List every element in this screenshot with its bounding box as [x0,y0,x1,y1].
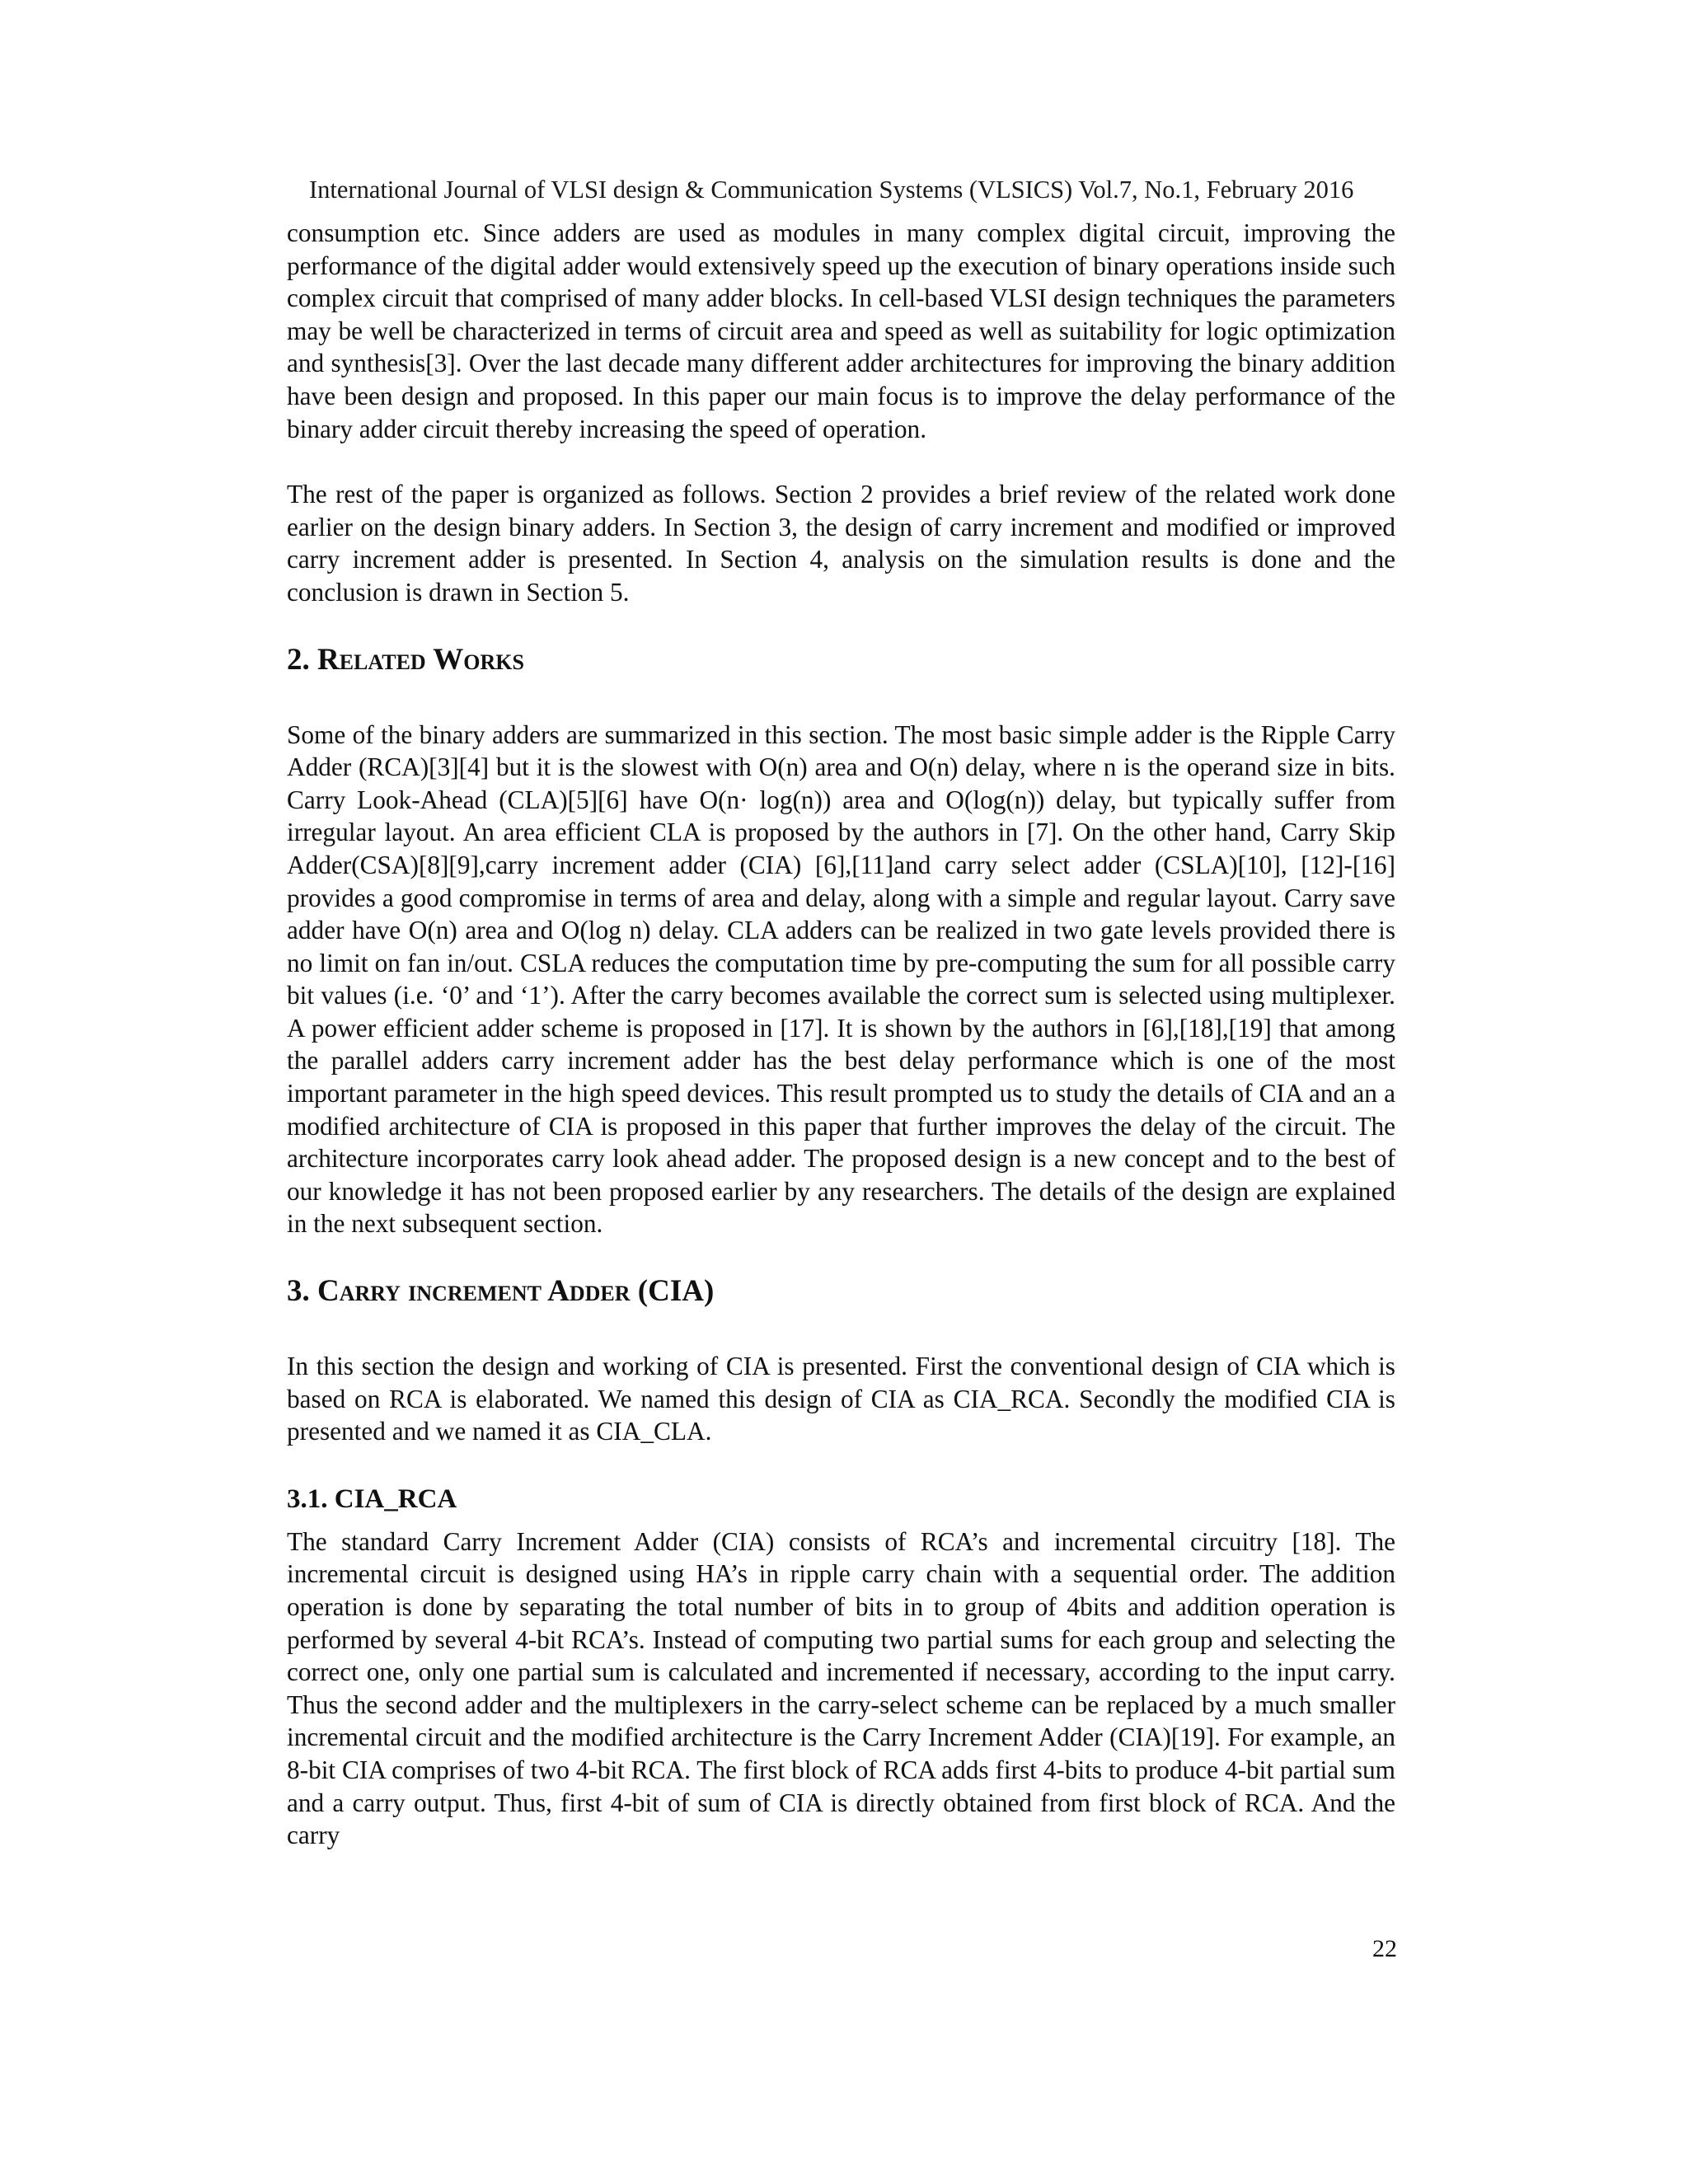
subsection-heading-cia-rca: 3.1. CIA_RCA [287,1483,457,1514]
page-number: 22 [1372,1935,1397,1962]
page-content [287,217,1395,1852]
section-heading-carry-increment-adder: 3. Carry increment Adder (CIA) [287,1274,715,1309]
intro-paragraph-1: consumption etc. Since adders are used as modules in many complex digital circuit, improving the performance of the digital adder would extensively speed up the execution of binary operations inside such complex circuit that comprised of many adder blocks. In cell-based VLSI design techniques the parameters may be well be characterized in terms of circuit area and speed as well as suitability for logic optimization and synthesis[3]. Over the last decade many different adder architectures for improving the binary addition have been design and proposed. In this paper our main focus is to improve the delay performance of the binary adder circuit thereby increasing the speed of operation. [287,218,1395,443]
related-works-paragraph: Some of the binary adders are summarized in this section. The most basic simple adder is the Ripple Carry Adder (RCA)[3][4] but it is the slowest with O(n) area and O(n) delay, where n is the operand size in bits. Carry Look-Ahead (CLA)[5][6] have O(n· log(n)) area and O(log(n)) delay, but typically suffer from irregular layout. An area efficient CLA is proposed by the authors in [7]. On the other hand, Carry Skip Adder(CSA)[8][9],carry increment adder (CIA) [6],[11]and carry select adder (CSLA)[10], [12]-[16] provides a good compromise in terms of area and delay, along with a simple and regular layout. Carry save adder have O(n) area and O(log n) delay. CLA adders can be realized in two gate levels provided there is no limit on fan in/out. CSLA reduces the computation time by pre-computing the sum for all possible carry bit values (i.e. ‘0’ and ‘1’). After the carry becomes available the correct sum is selected using multiplexer. A power efficient adder scheme is proposed in [17]. It is shown by the authors in [6],[18],[19] that among the parallel adders carry increment adder has the best delay performance which is one of the most important parameter in the high speed devices. This result prompted us to study the details of CIA and an a modified architecture of CIA is proposed in this paper that further improves the delay of the circuit. The architecture incorporates carry look ahead adder. The proposed design is a new concept and to the best of our knowledge it has not been proposed earlier by any researchers. The details of the design are explained in the next subsequent section. [287,719,1395,1239]
paragraph-gap [287,445,1395,478]
journal-header: International Journal of VLSI design & Communication Systems (VLSICS) Vol.7, No.1, February 2016 [309,176,1354,204]
section-heading-related-works: 2. Related Works [287,642,524,677]
cia-intro-paragraph: In this section the design and working of CIA is presented. First the conventional design of CIA which is based on RCA is elaborated. We named this design of CIA as CIA_RCA. Secondly the modified CIA is presented and we named it as CIA_CLA. [287,1352,1395,1446]
intro-paragraph-2: The rest of the paper is organized as follows. Section 2 provides a brief review of the related work done earlier on the design binary adders. In Section 3, the design of carry increment and modified or improved carry increment adder is presented. In Section 4, analysis on the simulation results is done and the conclusion is drawn in Section 5. [287,480,1395,607]
cia-rca-paragraph: The standard Carry Increment Adder (CIA) consists of RCA’s and incremental circuitry [18]. The incremental circuit is designed using HA’s in ripple carry chain with a sequential order. The addition operation is done by separating the total number of bits in to group of 4bits and addition operation is performed by several 4-bit RCA’s. Instead of computing two partial sums for each group and selecting the correct one, only one partial sum is calculated and incremented if necessary, according to the input carry. Thus the second adder and the multiplexers in the carry-select scheme can be replaced by a much smaller incremental circuit and the modified architecture is the Carry Increment Adder (CIA)[19]. For example, an 8-bit CIA comprises of two 4-bit RCA. The first block of RCA adds first 4-bits to produce 4-bit partial sum and a carry output. Thus, first 4-bit of sum of CIA is directly obtained from first block of RCA. And the carry [287,1526,1395,1850]
